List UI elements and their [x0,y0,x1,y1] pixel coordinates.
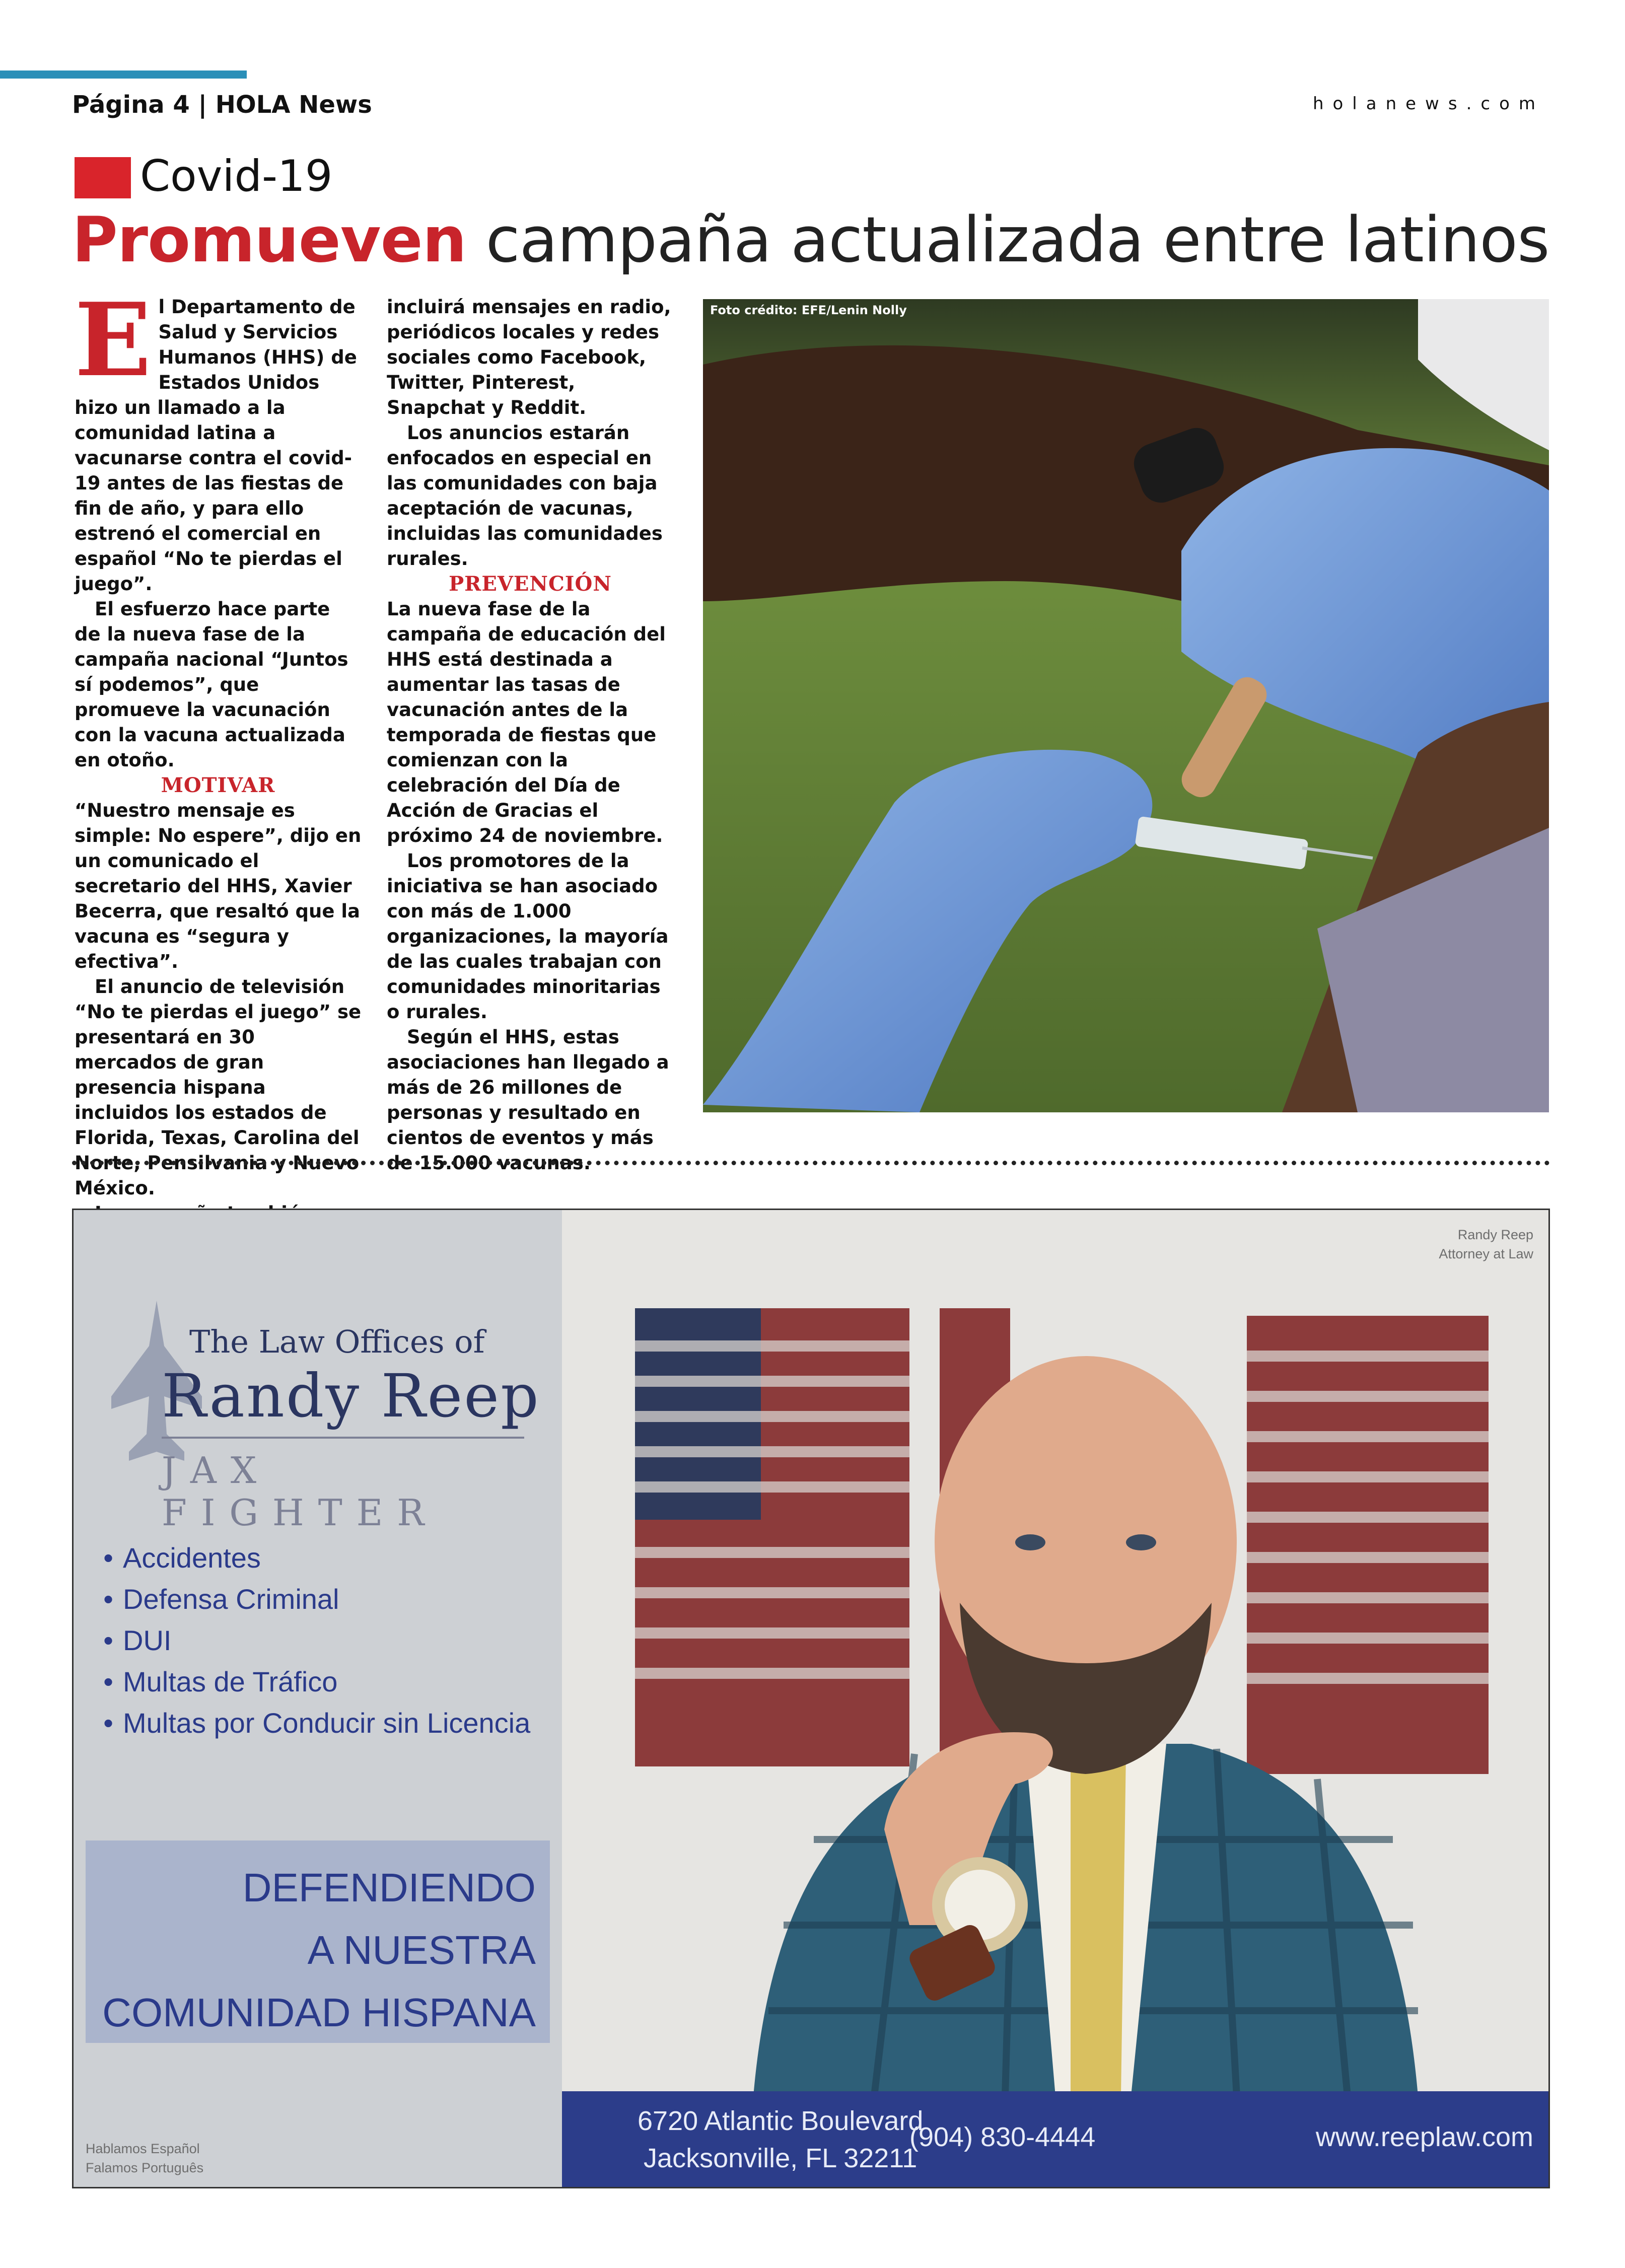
list-item: • Defensa Criminal [94,1579,530,1620]
top-accent-bar [0,70,247,79]
ad-rule [162,1437,524,1439]
phone-number: (904) 830-4444 [909,2122,1096,2152]
list-item: • Accidentes [94,1537,530,1579]
paragraph: Los anuncios estarán enfocados en especial en las comunidades con baja aceptación de vacunas, incluidas las comunidades rurales. [387,422,663,570]
address-line: Jacksonville, FL 32211 [644,2143,917,2173]
headline [72,204,1549,276]
list-item: • Multas de Tráfico [94,1661,530,1703]
languages-note [86,2139,203,2177]
ad-left-panel [74,1210,562,2187]
page-folio: Página 4 | HOLA News [72,91,372,119]
kicker-red-box [75,157,131,198]
paragraph: El esfuerzo hace parte de la nueva fase de la campaña nacional “Juntos sí podemos”, que promueve la vacunación con la vacuna actualizada en otoño. [75,598,348,771]
list-item: • Multas por Conducir sin Licencia [94,1703,530,1744]
subhead-prevencion: PREVENCIÓN [449,572,612,596]
site-url: holanews.com [1312,94,1544,114]
portrait-title: Attorney at Law [1439,1246,1533,1261]
paragraph: incluirá mensajes en radio, periódicos locales y redes sociales como Facebook, Twitter, Pinterest, Snapchat y Reddit. [387,296,671,418]
portrait-name: Randy Reep [1457,1227,1533,1242]
language-line: Falamos Português [86,2160,204,2175]
vaccination-photo [703,299,1549,1112]
list-item: • DUI [94,1620,530,1661]
address-line: 6720 Atlantic Boulevard [638,2106,924,2136]
law-office-advertisement [72,1209,1550,2188]
ad-tagline: JAX FIGHTER [162,1449,439,1534]
headline-rest: campaña actualizada entre latinos [485,204,1549,276]
slogan-box [86,1840,550,2043]
address [638,2102,923,2177]
ad-contact-band [562,2091,1550,2188]
section-kicker: Covid-19 [140,151,333,201]
attorney-portrait [562,1210,1550,2096]
paragraph-text: l Departamento de Salud y Servicios Humanos (HHS) de Estados Unidos hizo un llamado a la comunidad latina a vacunarse contra el covid-19 antes de las fiestas de fin de año, y para ello estrenó el comercial en español “No te pierdas el juego”. [75,296,357,595]
language-line: Hablamos Español [86,2141,200,2156]
drop-cap: E [75,281,152,399]
ad-firm-name: Randy Reep [162,1361,540,1431]
paragraph [75,281,362,597]
paragraph: El anuncio de televisión “No te pierdas el juego” se presentará en 30 mercados de gran presencia hispana incluidos los estados de Florida, Texas, Carolina del Norte, Pensilvania y Nuevo México. [75,976,362,1199]
paragraph: Según el HHS, estas asociaciones han llegado a más de 26 millones de personas y resultado en cientos de eventos y más de 15.000 vacunas. [387,1026,669,1174]
paragraph: La nueva fase de la campaña de educación del HHS está destinada a aumentar las tasas de vacunación antes de la temporada de fiestas que comienzan con la celebración del Día de Acción de Gracias el próximo 24 de noviembre. [387,598,666,846]
portrait-caption [1439,1225,1533,1263]
article-column-1 [75,281,362,1226]
vaccination-illustration [703,299,1549,1112]
photo-credit: Foto crédito: EFE/Lenin Nolly [710,303,907,317]
ad-portrait-panel [562,1210,1550,2187]
services-list [94,1537,530,1744]
slogan-line: COMUNIDAD HISPANA [102,1990,536,2035]
headline-accent: Promueven [72,204,467,276]
subhead-motivar: MOTIVAR [161,773,275,797]
ad-law-offices-text: The Law Offices of [189,1323,485,1360]
website-link[interactable]: www.reeplaw.com [1315,2122,1533,2152]
paragraph: “Nuestro mensaje es simple: No espere”, dijo en un comunicado el secretario del HHS, Xavier Becerra, que resaltó que la vacuna es “segura y efectiva”. [75,800,362,972]
slogan-line: DEFENDIENDO [242,1865,536,1910]
paragraph: Los promotores de la iniciativa se han asociado con más de 1.000 organizaciones, la mayoría de las cuales trabajan con comunidades minoritarias o rurales. [387,850,669,1023]
slogan-line: A NUESTRA [307,1928,536,1972]
dotted-divider [72,1161,1550,1165]
article-column-2 [387,295,674,1176]
